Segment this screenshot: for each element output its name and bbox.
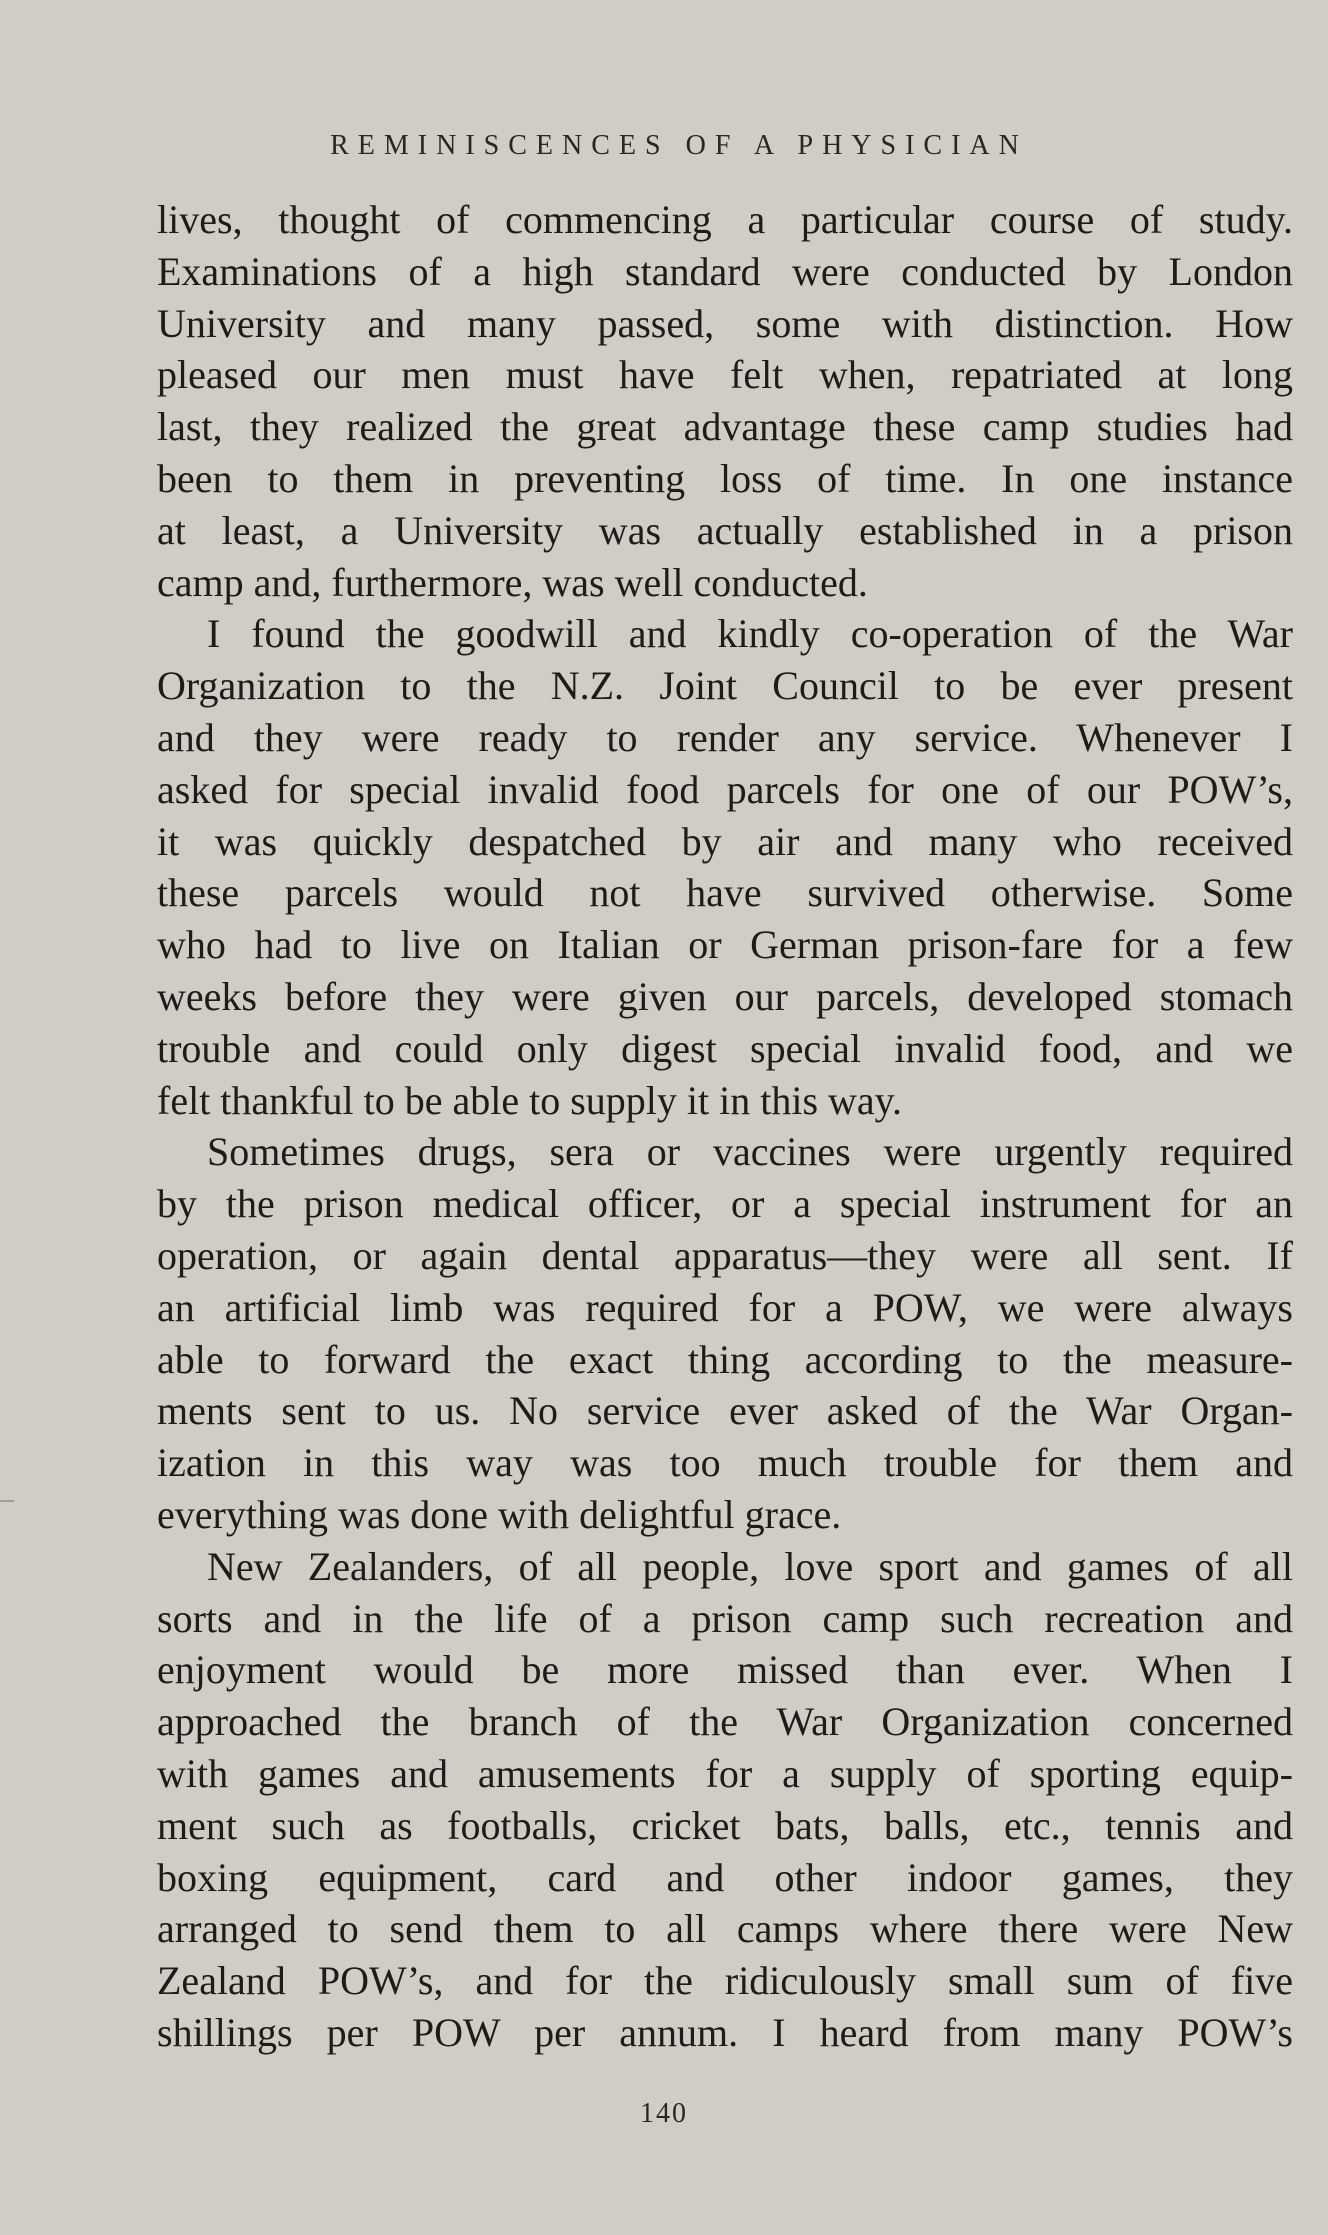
text-line: able to forward the exact thing according to the measure- bbox=[157, 1336, 1293, 1382]
text-line: at least, a University was actually established in a prison bbox=[157, 507, 1293, 553]
text-line: last, they realized the great advantage these camp studies had bbox=[157, 404, 1293, 450]
page-number: 140 bbox=[640, 2098, 688, 2129]
text-line: an artificial limb was required for a POW, we were always bbox=[157, 1284, 1293, 1330]
text-line: ization in this way was too much trouble for them and bbox=[157, 1440, 1293, 1486]
text-line: it was quickly despatched by air and many who received bbox=[157, 818, 1293, 864]
text-line: trouble and could only digest special invalid food, and we bbox=[157, 1025, 1293, 1071]
text-line: ment such as footballs, cricket bats, balls, etc., tennis and bbox=[157, 1802, 1293, 1848]
text-line: camp and, furthermore, was well conducted. bbox=[157, 559, 868, 605]
text-line: everything was done with delightful grace. bbox=[157, 1491, 842, 1537]
text-line: boxing equipment, card and other indoor games, they bbox=[157, 1854, 1293, 1900]
text-line: University and many passed, some with distinction. How bbox=[157, 300, 1293, 346]
text-line: Organization to the N.Z. Joint Council to be ever present bbox=[157, 663, 1293, 709]
text-line: weeks before they were given our parcels, developed stomach bbox=[157, 973, 1293, 1019]
text-line: and they were ready to render any service. Whenever I bbox=[157, 714, 1293, 760]
text-line: pleased our men must have felt when, repatriated at long bbox=[157, 352, 1293, 398]
text-line: ments sent to us. No service ever asked of the War Organ- bbox=[157, 1388, 1293, 1434]
text-line: shillings per POW per annum. I heard from many POW’s bbox=[157, 2009, 1293, 2055]
text-line: asked for special invalid food parcels for one of our POW’s, bbox=[157, 766, 1293, 812]
text-line: approached the branch of the War Organization concerned bbox=[157, 1699, 1293, 1745]
text-line: Zealand POW’s, and for the ridiculously small sum of five bbox=[157, 1958, 1293, 2004]
text-line: sorts and in the life of a prison camp such recreation and bbox=[157, 1595, 1293, 1641]
text-line: enjoyment would be more missed than ever. When I bbox=[157, 1647, 1293, 1693]
text-line: I found the goodwill and kindly co-operation of the War bbox=[207, 611, 1293, 657]
running-head: REMINISCENCES OF A PHYSICIAN bbox=[330, 130, 1028, 161]
body-text bbox=[157, 194, 1293, 2059]
text-line: lives, thought of commencing a particular course of study. bbox=[157, 197, 1293, 242]
text-line: who had to live on Italian or German prison-fare for a few bbox=[157, 922, 1293, 968]
text-line: by the prison medical officer, or a special instrument for an bbox=[157, 1181, 1293, 1227]
text-line: these parcels would not have survived otherwise. Some bbox=[157, 870, 1293, 916]
text-line: operation, or again dental apparatus—they were all sent. If bbox=[157, 1232, 1293, 1278]
text-line: Examinations of a high standard were conducted by London bbox=[157, 248, 1293, 294]
text-line: with games and amusements for a supply of sporting equip- bbox=[157, 1750, 1293, 1796]
text-line: felt thankful to be able to supply it in this way. bbox=[157, 1077, 903, 1123]
page-edge-mark bbox=[0, 1500, 14, 1502]
text-line: Sometimes drugs, sera or vaccines were urgently required bbox=[207, 1129, 1293, 1175]
text-line: New Zealanders, of all people, love sport and games of all bbox=[207, 1543, 1293, 1589]
text-line: arranged to send them to all camps where there were New bbox=[157, 1906, 1293, 1952]
text-line: been to them in preventing loss of time. In one instance bbox=[157, 455, 1293, 501]
